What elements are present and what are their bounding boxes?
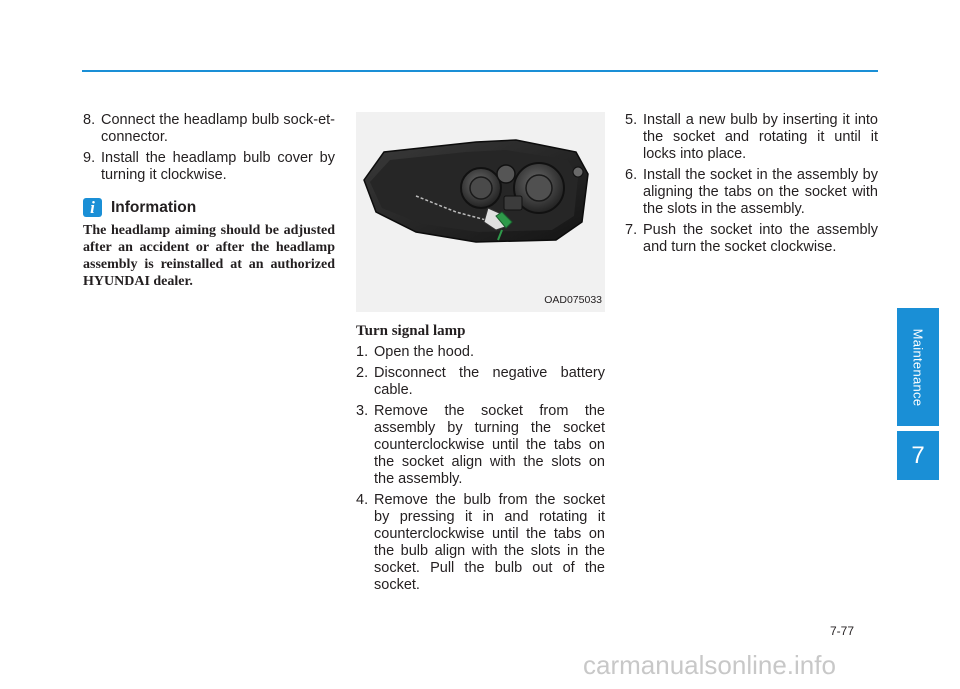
step-6 [625, 167, 878, 218]
headlamp-figure [356, 112, 605, 312]
info-header [83, 198, 335, 217]
step-number: 3. [356, 403, 369, 419]
page-number: 7-77 [830, 624, 855, 638]
section-label: Maintenance [910, 328, 926, 406]
step-text: Install the socket in the assembly by aligning the tabs on the socket with the slots in the assembly. [643, 167, 878, 217]
step-1 [356, 344, 605, 361]
step-3 [356, 403, 605, 488]
section-title: Turn signal lamp [356, 323, 466, 339]
step-7 [625, 222, 878, 256]
figure-code: OAD075033 [544, 294, 602, 306]
step-text: Remove the bulb from the socket by pressing it in and rotating it counterclockwise until the tabs on the bulb align with the slots in the socket. Pull the bulb out of the socket. [374, 492, 605, 593]
watermark-link[interactable]: carmanualsonline.info [583, 650, 836, 680]
header-rule [82, 70, 878, 72]
step-text: Remove the socket from the assembly by turning the socket counterclockwise until the tabs on the socket align with the slots on the assembly. [374, 403, 605, 487]
info-body: The headlamp aiming should be adjusted after an accident or after the headlamp assembly is reinstalled at an authorized HYUNDAI dealer. [83, 223, 335, 289]
step-text: Install the headlamp bulb cover by turning it clockwise. [101, 150, 335, 183]
step-8 [83, 112, 335, 146]
middle-column [356, 112, 605, 598]
step-text: Connect the headlamp bulb sock-et-connector. [101, 112, 335, 145]
step-number: 8. [83, 112, 96, 128]
headlamp-assembly-illustration [356, 112, 605, 312]
step-number: 7. [625, 222, 638, 238]
step-number: 6. [625, 167, 638, 183]
step-9 [83, 150, 335, 184]
left-column [83, 112, 335, 290]
step-number: 5. [625, 112, 638, 128]
step-text: Open the hood. [374, 344, 474, 360]
right-column [625, 112, 878, 260]
step-text: Push the socket into the assembly and turn the socket clockwise. [643, 222, 878, 255]
step-5 [625, 112, 878, 163]
step-2 [356, 365, 605, 399]
step-number: 9. [83, 150, 96, 166]
step-number: 1. [356, 344, 369, 360]
section-tab[interactable] [897, 308, 939, 426]
step-number: 4. [356, 492, 369, 508]
info-title: Information [111, 199, 197, 216]
step-number: 2. [356, 365, 369, 381]
step-4 [356, 492, 605, 594]
chapter-tab[interactable] [897, 431, 939, 480]
step-text: Install a new bulb by inserting it into the socket and rotating it until it locks into place. [643, 112, 878, 162]
step-text: Disconnect the negative battery cable. [374, 365, 605, 398]
info-icon: i [83, 198, 102, 217]
chapter-number: 7 [911, 441, 925, 469]
